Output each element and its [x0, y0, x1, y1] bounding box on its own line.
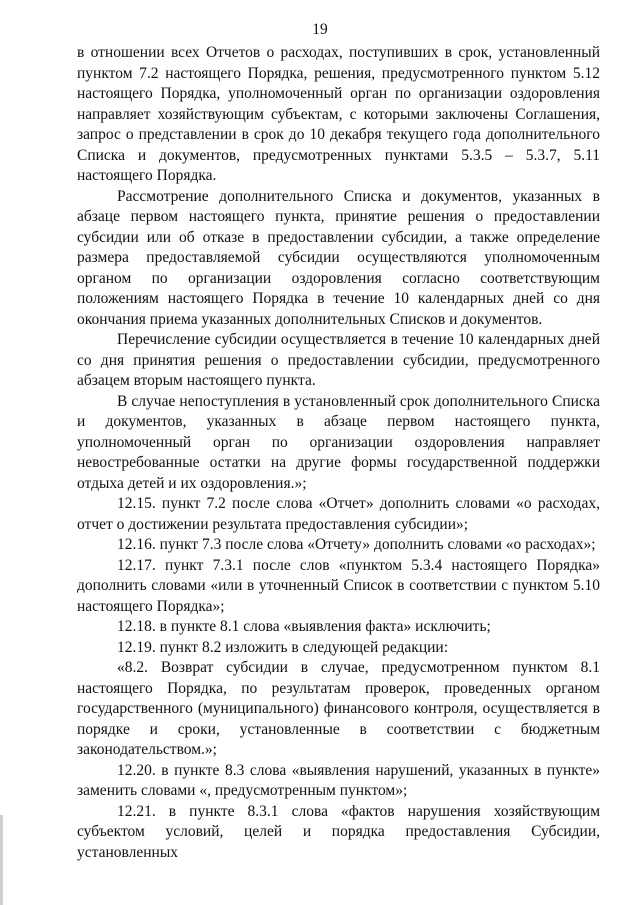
page-number: 19: [312, 21, 328, 38]
document-body: [77, 43, 600, 863]
paragraph-4: В случае непоступления в установленный срок дополнительного Списка и документов, указанных в абзаце первом настоящего пункта, уполномоченный орган по организации оздоровления направляет невостребованные остатки на другие формы государственной поддержки отдыха детей и их оздоровления.»;: [77, 392, 600, 492]
paragraph-1: в отношении всех Отчетов о расходах, поступивших в срок, установленный пунктом 7.2 настоящего Порядка, решения, предусмотренного пунктом 5.12 настоящего Порядка, уполномоченный орган по организации оздоровления направляет хозяйствующим субъектам, с которыми заключены Соглашения, запрос о представлении в срок до 10 декабря текущего года дополнительного Списка и документов, предусмотренных пунктами 5.3.5 – 5.3.7, 5.11 настоящего Порядка.: [77, 44, 600, 184]
paragraph-8: 12.18. в пункте 8.1 слова «выявления факта» исключить;: [117, 618, 491, 635]
scan-edge-shadow: [0, 815, 3, 905]
paragraph-10: «8.2. Возврат субсидии в случае, предусмотренном пунктом 8.1 настоящего Порядка, по результатам проверок, проведенных органом государственного (муниципального) финансового контроля, осуществляется в порядке и сроки, установленные в соответствии с бюджетным законодательством.»;: [77, 659, 600, 758]
paragraph-6: 12.16. пункт 7.3 после слова «Отчету» дополнить словами «о расходах»;: [117, 536, 596, 553]
paragraph-7: 12.17. пункт 7.3.1 после слов «пунктом 5.3.4 настоящего Порядка» дополнить словами «или в уточненный Список в соответствии с пунктом 5.10 настоящего Порядка»;: [77, 556, 600, 615]
paragraph-3: Перечисление субсидии осуществляется в течение 10 календарных дней со дня принятия решения о предоставлении субсидии, предусмотренного абзацем вторым настоящего пункта.: [77, 331, 600, 389]
paragraph-5: 12.15. пункт 7.2 после слова «Отчет» дополнить словами «о расходах, отчет о достижении результата предоставления субсидии»;: [77, 495, 600, 533]
paragraph-9: 12.19. пункт 8.2 изложить в следующей редакции:: [117, 638, 449, 656]
paragraph-2: Рассмотрение дополнительного Списка и документов, указанных в абзаце первом настоящего пункта, принятие решения о предоставлении субсидии или об отказе в предоставлении субсидии, а также определение размера предоставляемой субсидии осуществляются уполномоченным органом по организации оздоровления согласно соответствующим положениям настоящего Порядка в течение 10 календарных дней со дня окончания приема указанных дополнительных Списков и документов.: [77, 187, 600, 328]
paragraph-11: 12.20. в пункте 8.3 слова «выявления нарушений, указанных в пункте» заменить словами «, предусмотренным пунктом»;: [77, 761, 600, 799]
paragraph-12: 12.21. в пункте 8.3.1 слова «фактов нарушения хозяйствующим субъектом условий, целей и порядка предоставления Субсидии, установленных: [77, 802, 600, 861]
